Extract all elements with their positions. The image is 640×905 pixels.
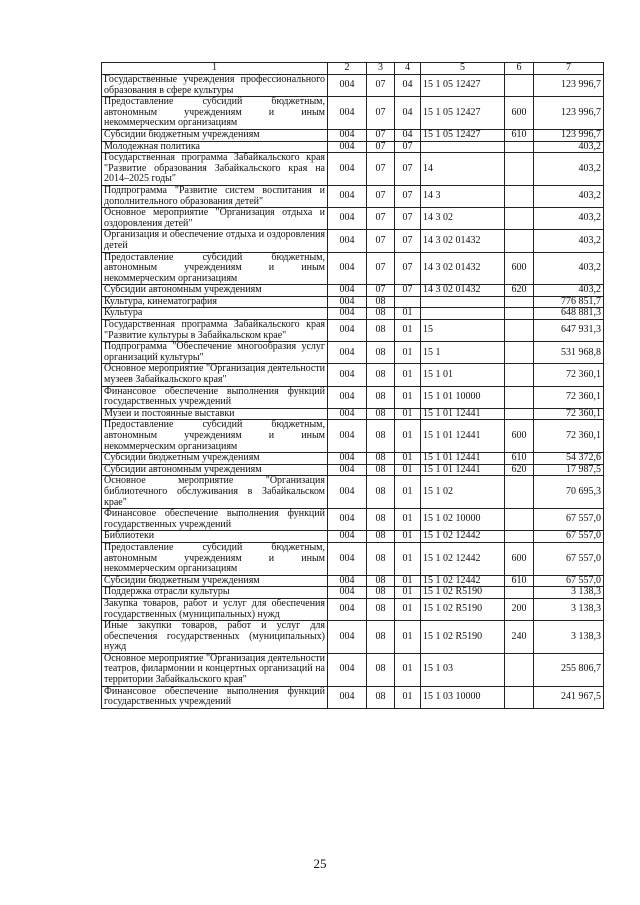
row-name-cell: Финансовое обеспечение выполнения функций государственных учреждений [102,386,328,408]
row-section-code-cell: 07 [367,208,395,230]
row-ministry-code-cell: 004 [328,141,367,153]
row-ministry-code-cell: 004 [328,386,367,408]
table-row [102,531,604,543]
row-name-cell: Музеи и постоянные выставки [102,408,328,420]
row-amount-cell: 403,2 [534,185,604,207]
row-subsection-code-cell: 07 [395,230,421,252]
row-amount-cell: 123 996,7 [534,129,604,141]
table-row [102,320,604,342]
row-amount-cell: 403,2 [534,141,604,153]
table-header-row [102,63,604,75]
row-target-article-cell: 15 1 05 12427 [421,97,505,130]
row-name-cell: Субсидии бюджетным учреждениям [102,453,328,465]
row-target-article-cell: 15 1 02 12442 [421,531,505,543]
row-subsection-code-cell: 07 [395,153,421,186]
table-row [102,420,604,453]
row-amount-cell: 72 360,1 [534,386,604,408]
row-name-cell: Основное мероприятие "Организация библиотечного обслуживания в Забайкальском крае" [102,476,328,509]
row-section-code-cell: 07 [367,252,395,285]
row-target-article-cell [421,308,505,320]
row-amount-cell: 403,2 [534,230,604,252]
row-target-article-cell: 14 3 02 01432 [421,230,505,252]
row-target-article-cell: 15 1 03 10000 [421,686,505,708]
row-expense-type-cell [505,308,534,320]
row-subsection-code-cell: 01 [395,453,421,465]
row-section-code-cell: 08 [367,464,395,476]
row-section-code-cell: 08 [367,453,395,465]
row-expense-type-cell: 610 [505,129,534,141]
row-name-cell: Государственная программа Забайкальского края "Развитие образования Забайкальского края на 2014–2025 годы" [102,153,328,186]
row-expense-type-cell: 600 [505,542,534,575]
row-expense-type-cell [505,509,534,531]
row-ministry-code-cell: 004 [328,296,367,308]
row-expense-type-cell [505,386,534,408]
table-row [102,364,604,386]
row-expense-type-cell: 240 [505,621,534,654]
row-amount-cell: 67 557,0 [534,542,604,575]
row-subsection-code-cell [395,296,421,308]
row-ministry-code-cell: 004 [328,453,367,465]
table-row [102,296,604,308]
row-name-cell: Подпрограмма "Развитие систем воспитания и дополнительного образования детей" [102,185,328,207]
row-target-article-cell: 15 1 02 10000 [421,509,505,531]
row-expense-type-cell: 610 [505,453,534,465]
row-amount-cell: 531 968,8 [534,342,604,364]
row-name-cell: Молодежная политика [102,141,328,153]
row-target-article-cell: 15 1 [421,342,505,364]
row-ministry-code-cell: 004 [328,185,367,207]
table-row [102,598,604,620]
row-section-code-cell: 08 [367,653,395,686]
row-ministry-code-cell: 004 [328,531,367,543]
row-name-cell: Основное мероприятие "Организация отдыха и оздоровления детей" [102,208,328,230]
row-expense-type-cell [505,153,534,186]
row-name-cell: Предоставление субсидий бюджетным, автономным учреждениям и иным некоммерческим организациям [102,97,328,130]
table-row [102,75,604,97]
row-ministry-code-cell: 004 [328,153,367,186]
row-expense-type-cell [505,531,534,543]
row-amount-cell: 403,2 [534,153,604,186]
row-target-article-cell: 15 1 01 12441 [421,453,505,465]
row-name-cell: Финансовое обеспечение выполнения функций государственных учреждений [102,509,328,531]
row-target-article-cell: 15 1 02 12442 [421,575,505,587]
row-target-article-cell: 15 1 05 12427 [421,129,505,141]
row-ministry-code-cell: 004 [328,285,367,297]
row-subsection-code-cell: 07 [395,185,421,207]
row-section-code-cell: 07 [367,97,395,130]
row-target-article-cell: 15 1 02 R5190 [421,587,505,599]
row-subsection-code-cell: 07 [395,285,421,297]
table-row [102,686,604,708]
row-name-cell: Субсидии бюджетным учреждениям [102,575,328,587]
table-row [102,308,604,320]
row-ministry-code-cell: 004 [328,208,367,230]
row-target-article-cell: 15 1 02 [421,476,505,509]
row-target-article-cell: 15 1 01 12441 [421,464,505,476]
row-subsection-code-cell: 01 [395,598,421,620]
row-section-code-cell: 08 [367,621,395,654]
table-row [102,453,604,465]
row-section-code-cell: 07 [367,230,395,252]
row-expense-type-cell [505,364,534,386]
row-section-code-cell: 08 [367,598,395,620]
row-expense-type-cell [505,342,534,364]
row-ministry-code-cell: 004 [328,75,367,97]
row-name-cell: Предоставление субсидий бюджетным, автономным учреждениям и иным некоммерческим организациям [102,252,328,285]
header-col-6: 6 [505,63,534,75]
row-amount-cell: 67 557,0 [534,575,604,587]
row-name-cell: Подпрограмма "Обеспечение многообразия услуг организаций культуры" [102,342,328,364]
row-name-cell: Основное мероприятие "Организация деятельности театров, филармонии и концертных организаций на территории Забайкальского края" [102,653,328,686]
row-target-article-cell: 15 1 01 10000 [421,386,505,408]
row-target-article-cell: 15 [421,320,505,342]
row-target-article-cell: 15 1 01 12441 [421,408,505,420]
row-name-cell: Финансовое обеспечение выполнения функций государственных учреждений [102,686,328,708]
row-ministry-code-cell: 004 [328,364,367,386]
row-subsection-code-cell: 04 [395,129,421,141]
row-section-code-cell: 08 [367,386,395,408]
table-row [102,285,604,297]
row-target-article-cell: 14 3 02 01432 [421,285,505,297]
row-expense-type-cell: 620 [505,285,534,297]
row-expense-type-cell: 600 [505,97,534,130]
row-amount-cell: 241 967,5 [534,686,604,708]
header-col-2: 2 [328,63,367,75]
table-row [102,230,604,252]
row-section-code-cell: 08 [367,364,395,386]
row-ministry-code-cell: 004 [328,252,367,285]
row-subsection-code-cell: 01 [395,464,421,476]
row-ministry-code-cell: 004 [328,308,367,320]
row-name-cell: Иные закупки товаров, работ и услуг для обеспечения государственных (муниципальных) нужд [102,621,328,654]
row-ministry-code-cell: 004 [328,587,367,599]
row-section-code-cell: 07 [367,153,395,186]
row-expense-type-cell [505,185,534,207]
row-section-code-cell: 07 [367,75,395,97]
table-row [102,386,604,408]
table-row [102,208,604,230]
row-ministry-code-cell: 004 [328,575,367,587]
row-section-code-cell: 08 [367,308,395,320]
row-amount-cell: 255 806,7 [534,653,604,686]
row-section-code-cell: 08 [367,342,395,364]
row-subsection-code-cell: 01 [395,308,421,320]
row-name-cell: Субсидии бюджетным учреждениям [102,129,328,141]
row-expense-type-cell [505,476,534,509]
row-expense-type-cell [505,141,534,153]
row-subsection-code-cell: 04 [395,97,421,130]
row-expense-type-cell [505,587,534,599]
row-target-article-cell: 15 1 03 [421,653,505,686]
row-amount-cell: 3 138,3 [534,587,604,599]
table-row [102,476,604,509]
row-amount-cell: 70 695,3 [534,476,604,509]
header-col-4: 4 [395,63,421,75]
row-amount-cell: 776 851,7 [534,296,604,308]
row-target-article-cell [421,141,505,153]
row-subsection-code-cell: 01 [395,542,421,575]
row-ministry-code-cell: 004 [328,342,367,364]
row-name-cell: Государственные учреждения профессионального образования в сфере культуры [102,75,328,97]
row-amount-cell: 72 360,1 [534,408,604,420]
row-target-article-cell: 15 1 02 R5190 [421,621,505,654]
row-section-code-cell: 08 [367,531,395,543]
header-col-7: 7 [534,63,604,75]
row-amount-cell: 72 360,1 [534,364,604,386]
row-ministry-code-cell: 004 [328,509,367,531]
row-subsection-code-cell: 01 [395,386,421,408]
row-subsection-code-cell: 01 [395,653,421,686]
row-name-cell: Закупка товаров, работ и услуг для обеспечения государственных (муниципальных) нужд [102,598,328,620]
row-amount-cell: 72 360,1 [534,420,604,453]
row-target-article-cell: 15 1 01 12441 [421,420,505,453]
row-section-code-cell: 08 [367,320,395,342]
table-row [102,509,604,531]
row-name-cell: Субсидии автономным учреждениям [102,464,328,476]
row-subsection-code-cell: 01 [395,531,421,543]
row-name-cell: Предоставление субсидий бюджетным, автономным учреждениям и иным некоммерческим организациям [102,542,328,575]
row-expense-type-cell: 620 [505,464,534,476]
table-row [102,464,604,476]
row-ministry-code-cell: 004 [328,621,367,654]
row-expense-type-cell [505,208,534,230]
row-expense-type-cell [505,320,534,342]
row-amount-cell: 67 557,0 [534,509,604,531]
row-subsection-code-cell: 07 [395,208,421,230]
row-name-cell: Культура, кинематография [102,296,328,308]
header-col-5: 5 [421,63,505,75]
row-target-article-cell: 15 1 01 [421,364,505,386]
page-number: 25 [313,856,327,871]
row-target-article-cell: 14 3 02 [421,208,505,230]
row-ministry-code-cell: 004 [328,464,367,476]
row-target-article-cell: 14 [421,153,505,186]
row-amount-cell: 403,2 [534,285,604,297]
header-col-1: 1 [102,63,328,75]
table-row [102,141,604,153]
row-subsection-code-cell: 01 [395,686,421,708]
row-amount-cell: 647 931,3 [534,320,604,342]
row-ministry-code-cell: 004 [328,476,367,509]
table-row [102,185,604,207]
row-name-cell: Библиотеки [102,531,328,543]
row-section-code-cell: 08 [367,542,395,575]
row-section-code-cell: 07 [367,185,395,207]
row-name-cell: Культура [102,308,328,320]
row-subsection-code-cell: 04 [395,75,421,97]
row-section-code-cell: 08 [367,587,395,599]
row-amount-cell: 648 881,3 [534,308,604,320]
table-row [102,97,604,130]
row-name-cell: Поддержка отрасли культуры [102,587,328,599]
row-ministry-code-cell: 004 [328,97,367,130]
row-subsection-code-cell: 01 [395,476,421,509]
row-subsection-code-cell: 07 [395,141,421,153]
row-amount-cell: 3 138,3 [534,621,604,654]
row-name-cell: Субсидии автономным учреждениям [102,285,328,297]
table-row [102,542,604,575]
row-ministry-code-cell: 004 [328,129,367,141]
row-section-code-cell: 08 [367,509,395,531]
row-ministry-code-cell: 004 [328,408,367,420]
row-amount-cell: 67 557,0 [534,531,604,543]
budget-table [101,62,604,709]
row-subsection-code-cell: 01 [395,342,421,364]
row-expense-type-cell [505,230,534,252]
table-row [102,575,604,587]
row-expense-type-cell [505,408,534,420]
row-section-code-cell: 08 [367,575,395,587]
row-amount-cell: 403,2 [534,208,604,230]
row-subsection-code-cell: 01 [395,364,421,386]
table-row [102,587,604,599]
row-target-article-cell [421,296,505,308]
row-target-article-cell: 14 3 [421,185,505,207]
row-name-cell: Государственная программа Забайкальского края "Развитие культуры в Забайкальском крае" [102,320,328,342]
row-subsection-code-cell: 01 [395,509,421,531]
row-section-code-cell: 08 [367,408,395,420]
table-row [102,621,604,654]
row-target-article-cell: 15 1 05 12427 [421,75,505,97]
table-row [102,653,604,686]
row-amount-cell: 123 996,7 [534,75,604,97]
table-row [102,153,604,186]
table-row [102,408,604,420]
row-amount-cell: 123 996,7 [534,97,604,130]
row-subsection-code-cell: 01 [395,408,421,420]
row-expense-type-cell [505,75,534,97]
row-target-article-cell: 14 3 02 01432 [421,252,505,285]
table-row [102,252,604,285]
row-ministry-code-cell: 004 [328,598,367,620]
row-ministry-code-cell: 004 [328,542,367,575]
row-name-cell: Основное мероприятие "Организация деятельности музеев Забайкальского края" [102,364,328,386]
row-subsection-code-cell: 01 [395,320,421,342]
row-target-article-cell: 15 1 02 R5190 [421,598,505,620]
row-subsection-code-cell: 07 [395,252,421,285]
table-body [102,75,604,709]
row-section-code-cell: 08 [367,420,395,453]
row-expense-type-cell: 600 [505,252,534,285]
row-amount-cell: 54 372,6 [534,453,604,465]
row-amount-cell: 3 138,3 [534,598,604,620]
row-expense-type-cell: 600 [505,420,534,453]
row-name-cell: Предоставление субсидий бюджетным, автономным учреждениям и иным некоммерческим организациям [102,420,328,453]
row-ministry-code-cell: 004 [328,420,367,453]
row-expense-type-cell: 610 [505,575,534,587]
row-ministry-code-cell: 004 [328,686,367,708]
row-subsection-code-cell: 01 [395,575,421,587]
table-row [102,342,604,364]
row-ministry-code-cell: 004 [328,653,367,686]
row-amount-cell: 403,2 [534,252,604,285]
row-section-code-cell: 08 [367,296,395,308]
row-section-code-cell: 07 [367,129,395,141]
row-subsection-code-cell: 01 [395,621,421,654]
row-section-code-cell: 08 [367,476,395,509]
row-section-code-cell: 08 [367,686,395,708]
row-section-code-cell: 07 [367,141,395,153]
row-ministry-code-cell: 004 [328,230,367,252]
row-expense-type-cell [505,653,534,686]
row-section-code-cell: 07 [367,285,395,297]
row-name-cell: Организация и обеспечение отдыха и оздоровления детей [102,230,328,252]
row-expense-type-cell [505,296,534,308]
header-col-3: 3 [367,63,395,75]
row-subsection-code-cell: 01 [395,587,421,599]
row-target-article-cell: 15 1 02 12442 [421,542,505,575]
row-ministry-code-cell: 004 [328,320,367,342]
row-subsection-code-cell: 01 [395,420,421,453]
table-row [102,129,604,141]
row-expense-type-cell: 200 [505,598,534,620]
row-amount-cell: 17 987,5 [534,464,604,476]
row-expense-type-cell [505,686,534,708]
